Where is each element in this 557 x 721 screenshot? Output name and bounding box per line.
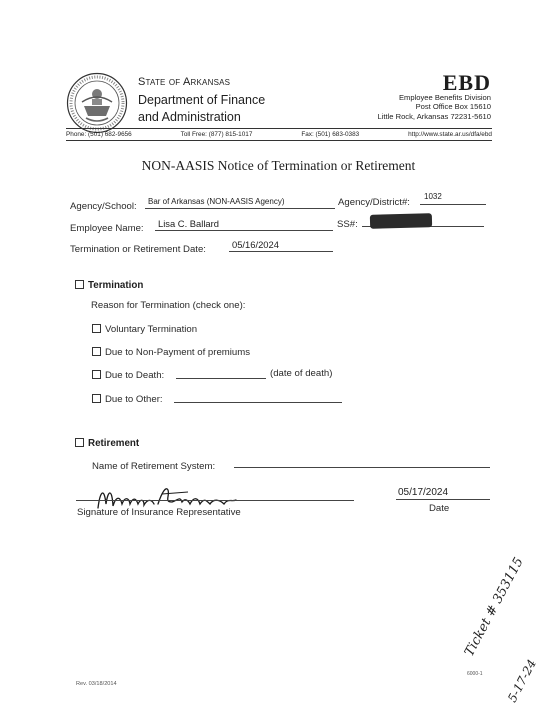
agency-field[interactable] bbox=[145, 196, 335, 209]
voluntary-checkbox[interactable] bbox=[92, 324, 101, 333]
signature-date-field[interactable] bbox=[396, 487, 490, 500]
option-voluntary[interactable] bbox=[92, 324, 197, 335]
signature-date-value: 05/17/2024 bbox=[398, 487, 449, 498]
option-non-payment-label: Due to Non-Payment of premiums bbox=[105, 347, 251, 358]
header-rule-top bbox=[66, 128, 492, 129]
form-number: 6000-1 bbox=[467, 671, 483, 677]
district-value: 1032 bbox=[424, 192, 442, 201]
retirement-system-field[interactable] bbox=[234, 455, 490, 468]
address-line-2: Little Rock, Arkansas 72231-5610 bbox=[377, 111, 491, 121]
retirement-heading[interactable] bbox=[75, 438, 139, 449]
contact-bar bbox=[66, 131, 492, 138]
other-reason-field[interactable] bbox=[174, 390, 342, 403]
agency-value: Bar of Arkansas (NON-AASIS Agency) bbox=[148, 197, 285, 206]
termination-checkbox[interactable] bbox=[75, 280, 84, 289]
handwritten-ticket-note: Ticket # 353115 bbox=[462, 555, 527, 660]
division-name: Employee Benefits Division bbox=[398, 93, 491, 102]
option-death-label: Due to Death: bbox=[105, 370, 165, 381]
option-voluntary-label: Voluntary Termination bbox=[105, 324, 198, 335]
fax: Fax: (501) 683-0383 bbox=[301, 131, 360, 138]
termination-heading[interactable] bbox=[75, 280, 143, 291]
option-death[interactable] bbox=[92, 370, 164, 381]
agency-label: Agency/School: bbox=[70, 201, 137, 212]
death-checkbox[interactable] bbox=[92, 370, 101, 379]
district-label: Agency/District#: bbox=[338, 197, 410, 208]
date-of-death-hint: (date of death) bbox=[270, 368, 333, 379]
header-department: Department of Finance and Administration bbox=[138, 93, 266, 124]
termination-date-value: 05/16/2024 bbox=[232, 239, 279, 250]
ebd-address bbox=[377, 93, 491, 121]
form-title: NON-AASIS Notice of Termination or Retirement bbox=[141, 158, 416, 173]
signature-caption: Signature of Insurance Representative bbox=[77, 507, 241, 518]
retirement-system-label: Name of Retirement System: bbox=[92, 461, 216, 472]
employee-value: Lisa C. Ballard bbox=[158, 218, 219, 229]
other-checkbox[interactable] bbox=[92, 394, 101, 403]
date-of-death-field[interactable] bbox=[176, 366, 266, 379]
phone: Phone: (501) 682-9656 bbox=[66, 131, 132, 138]
reason-prompt: Reason for Termination (check one): bbox=[91, 300, 246, 311]
termination-heading-text: Termination bbox=[88, 280, 144, 291]
employee-field[interactable] bbox=[155, 218, 333, 231]
handwritten-date-note: 5-17-24 bbox=[505, 657, 540, 705]
date-label: Termination or Retirement Date: bbox=[70, 244, 206, 255]
state-seal-logo bbox=[66, 72, 128, 134]
header-state: State of Arkansas bbox=[138, 76, 231, 88]
signature-line[interactable] bbox=[76, 492, 354, 501]
district-field[interactable] bbox=[420, 192, 486, 205]
option-other-label: Due to Other: bbox=[105, 394, 163, 405]
employee-label: Employee Name: bbox=[70, 223, 144, 234]
header-rule-bottom bbox=[66, 140, 492, 141]
retirement-checkbox[interactable] bbox=[75, 438, 84, 447]
toll-free: Toll Free: (877) 815-1017 bbox=[180, 131, 253, 138]
termination-date-field[interactable] bbox=[229, 239, 333, 252]
revision-date: Rev. 03/18/2014 bbox=[76, 681, 117, 687]
option-non-payment[interactable] bbox=[92, 347, 250, 358]
website-link[interactable]: http://www.state.ar.us/dfa/ebd bbox=[408, 131, 492, 138]
address-line-1: Post Office Box 15610 bbox=[415, 102, 491, 112]
retirement-heading-text: Retirement bbox=[88, 438, 140, 449]
non-payment-checkbox[interactable] bbox=[92, 347, 101, 356]
option-other[interactable] bbox=[92, 394, 163, 405]
ebd-logo: EBD bbox=[442, 70, 491, 95]
ss-label: SS#: bbox=[337, 219, 358, 230]
ss-redaction bbox=[370, 213, 432, 229]
signature-date-label: Date bbox=[429, 503, 450, 514]
